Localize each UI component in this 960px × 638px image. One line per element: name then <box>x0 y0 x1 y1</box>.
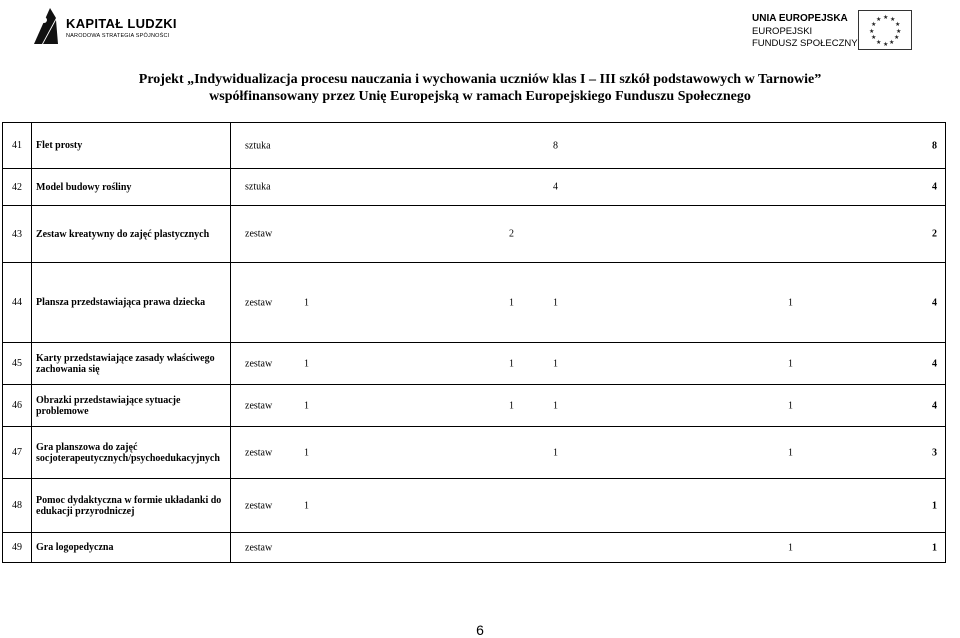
row-number: 43 <box>3 206 32 263</box>
row-values <box>231 533 946 563</box>
item-quantity: 1 <box>788 447 793 458</box>
row-number: 46 <box>3 385 32 427</box>
kapital-ludzki-emblem-icon <box>30 6 60 46</box>
item-total: 3 <box>932 447 937 458</box>
svg-text:★: ★ <box>894 34 900 41</box>
table-row <box>3 479 946 533</box>
item-total: 4 <box>932 400 937 411</box>
item-quantity: 1 <box>553 358 558 369</box>
item-quantity: 1 <box>788 358 793 369</box>
table-row <box>3 343 946 385</box>
row-values <box>231 123 946 169</box>
table-row <box>3 169 946 206</box>
ue-subtitle-2: FUNDUSZ SPOŁECZNY <box>752 38 858 49</box>
table-row <box>3 385 946 427</box>
item-unit: sztuka <box>245 181 271 193</box>
svg-text:★: ★ <box>895 21 901 28</box>
item-name: Gra logopedyczna <box>32 533 231 563</box>
item-total: 4 <box>932 297 937 308</box>
item-quantity: 1 <box>553 447 558 458</box>
table-row <box>3 533 946 563</box>
eu-flag-icon <box>858 10 912 50</box>
item-total: 4 <box>932 358 937 369</box>
item-name: Gra planszowa do zajęć socjoterapeutycznych/psychoedukacyjnych <box>32 427 231 479</box>
row-number: 48 <box>3 479 32 533</box>
svg-text:★: ★ <box>889 39 895 46</box>
title-line-2: współfinansowany przez Unię Europejską w ramach Europejskiego Funduszu Społecznego <box>209 89 751 104</box>
item-quantity: 1 <box>553 400 558 411</box>
page-number: 6 <box>476 622 484 638</box>
document-title <box>0 71 960 105</box>
svg-text:★: ★ <box>876 39 882 46</box>
row-values <box>231 343 946 385</box>
item-quantity: 1 <box>509 358 514 369</box>
item-quantity: 1 <box>304 447 309 458</box>
table-row <box>3 263 946 343</box>
item-unit: zestaw <box>245 228 273 240</box>
item-quantity: 4 <box>553 181 558 193</box>
item-unit: zestaw <box>245 500 273 511</box>
item-total: 1 <box>932 542 937 553</box>
item-unit: zestaw <box>245 542 273 553</box>
kapital-ludzki-logo <box>30 6 190 48</box>
item-name: Zestaw kreatywny do zajęć plastycznych <box>32 206 231 263</box>
row-number: 45 <box>3 343 32 385</box>
item-quantity: 1 <box>788 297 793 308</box>
item-total: 4 <box>932 181 937 193</box>
row-values <box>231 427 946 479</box>
row-values <box>231 206 946 263</box>
row-number: 49 <box>3 533 32 563</box>
row-number: 44 <box>3 263 32 343</box>
item-quantity: 1 <box>553 297 558 308</box>
ue-title: UNIA EUROPEJSKA <box>752 13 848 24</box>
row-values <box>231 263 946 343</box>
item-quantity: 1 <box>788 542 793 553</box>
item-quantity: 1 <box>304 358 309 369</box>
table-row <box>3 427 946 479</box>
svg-text:★: ★ <box>871 21 877 28</box>
row-values <box>231 385 946 427</box>
item-name: Pomoc dydaktyczna w formie układanki do edukacji przyrodniczej <box>32 479 231 533</box>
svg-text:★: ★ <box>883 14 889 21</box>
item-quantity: 2 <box>509 228 514 240</box>
svg-text:★: ★ <box>883 41 889 48</box>
item-name: Flet prosty <box>32 123 231 169</box>
svg-text:★: ★ <box>869 28 875 35</box>
row-values <box>231 479 946 533</box>
item-total: 8 <box>932 140 937 151</box>
table-row <box>3 123 946 169</box>
svg-text:★: ★ <box>876 16 882 23</box>
item-quantity: 1 <box>788 400 793 411</box>
row-number: 47 <box>3 427 32 479</box>
row-number: 41 <box>3 123 32 169</box>
item-total: 2 <box>932 228 937 240</box>
items-table <box>2 122 946 563</box>
item-quantity: 1 <box>304 297 309 308</box>
item-name: Karty przedstawiające zasady właściwego zachowania się <box>32 343 231 385</box>
eu-logo <box>752 10 932 54</box>
kapital-ludzki-subtitle: NARODOWA STRATEGIA SPÓJNOŚCI <box>66 33 170 39</box>
item-quantity: 1 <box>509 297 514 308</box>
item-quantity: 8 <box>553 140 558 151</box>
row-values <box>231 169 946 206</box>
title-line-1: Projekt „Indywidualizacja procesu nauczania i wychowania uczniów klas I – III szkół podstawowych w Tarnowie” <box>138 72 822 87</box>
kapital-ludzki-title: KAPITAŁ LUDZKI <box>66 16 177 31</box>
item-unit: zestaw <box>245 447 273 458</box>
table-row <box>3 206 946 263</box>
item-quantity: 1 <box>304 500 309 511</box>
item-unit: zestaw <box>245 297 273 308</box>
item-name: Obrazki przedstawiające sytuacje problemowe <box>32 385 231 427</box>
item-name: Plansza przedstawiająca prawa dziecka <box>32 263 231 343</box>
svg-text:★: ★ <box>871 34 877 41</box>
item-name: Model budowy rośliny <box>32 169 231 206</box>
svg-text:★: ★ <box>896 28 902 35</box>
item-unit: zestaw <box>245 358 273 369</box>
ue-subtitle-1: EUROPEJSKI <box>752 26 813 37</box>
svg-text:★: ★ <box>890 16 896 23</box>
row-number: 42 <box>3 169 32 206</box>
item-quantity: 1 <box>509 400 514 411</box>
item-unit: sztuka <box>245 140 271 151</box>
item-quantity: 1 <box>304 400 309 411</box>
item-total: 1 <box>932 500 937 511</box>
item-unit: zestaw <box>245 400 273 411</box>
